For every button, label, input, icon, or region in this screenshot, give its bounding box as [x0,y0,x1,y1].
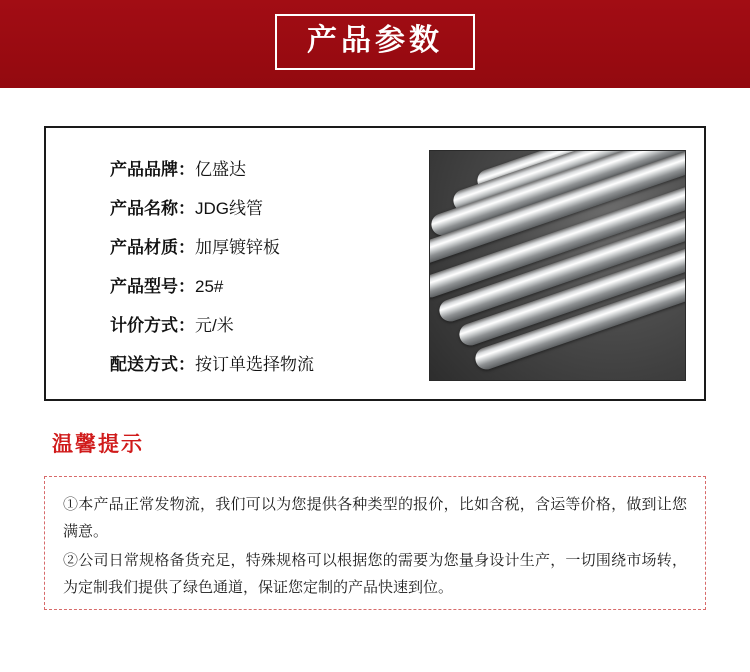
tips-box [44,476,706,610]
param-value: 加厚镀锌板 [195,238,280,257]
table-row [110,314,419,338]
param-value: 按订单选择物流 [195,355,314,374]
param-value: JDG线管 [195,199,263,218]
parameters-list [64,150,419,381]
param-value: 元/米 [195,316,234,335]
table-row [110,236,419,260]
table-row [110,158,419,182]
tips-title: 温馨提示 [52,433,144,456]
param-label: 产品名称： [110,199,195,218]
product-photo [429,150,686,381]
param-value: 亿盛达 [195,160,246,179]
param-value: 25# [195,277,224,296]
param-label: 计价方式： [110,316,195,335]
param-label: 产品材质： [110,238,195,257]
parameters-panel-inner [46,128,704,399]
parameters-panel [44,126,706,401]
list-item: ①本产品正常发物流，我们可以为您提供各种类型的报价，比如含税，含运等价格，做到让您满意。 [63,496,687,540]
header-banner [0,0,750,88]
banner-title-box [275,14,475,70]
list-item: ②公司日常规格备货充足，特殊规格可以根据您的需要为您量身设计生产，一切围绕市场转，为定制我们提供了绿色通道，保证您定制的产品快速到位。 [63,552,687,596]
param-label: 产品品牌： [110,160,195,179]
param-label: 配送方式： [110,355,195,374]
table-row [110,275,419,299]
table-row [110,197,419,221]
param-label: 产品型号： [110,277,195,296]
page-title: 产品参数 [307,24,443,57]
table-row [110,353,419,377]
